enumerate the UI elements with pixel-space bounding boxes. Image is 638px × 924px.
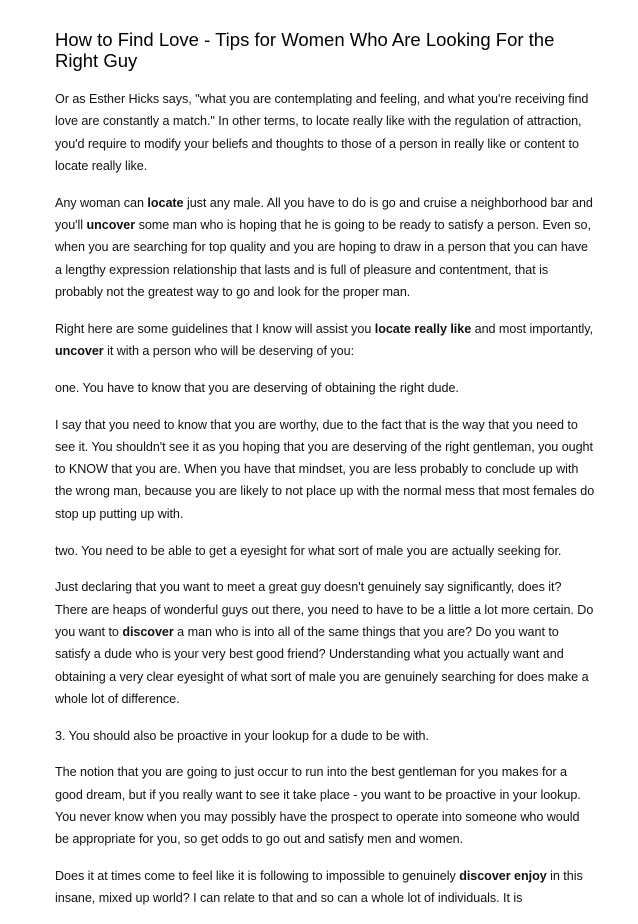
document-page xyxy=(55,29,595,924)
paragraph-text: and most importantly, xyxy=(471,321,594,336)
paragraph-text: some man who is hoping that he is going to be ready to satisfy a person. Even so, when you are searching for top quality and you are hoping to draw in a person that you can have a lengthy expression relationship that lasts and is full of pleasure and contentment, that is probably not the greatest way to go and look for the proper man. xyxy=(55,217,591,299)
paragraph-1 xyxy=(55,88,595,177)
bold-keyword: locate xyxy=(147,195,184,210)
paragraph-text: two. You need to be able to get a eyesight for what sort of male you are actually seeking for. xyxy=(55,543,562,558)
bold-keyword: uncover xyxy=(86,217,136,232)
bold-keyword: uncover xyxy=(55,343,104,358)
paragraph-2 xyxy=(55,192,595,303)
paragraph-5 xyxy=(55,414,595,525)
document-body xyxy=(55,88,595,910)
paragraph-text: Does it at times come to feel like it is following to impossible to genuinely xyxy=(55,869,460,884)
paragraph-text: Right here are some guidelines that I know will assist you xyxy=(55,321,375,336)
bold-keyword: discover enjoy xyxy=(459,869,547,884)
paragraph-text: a man who is into all of the same things that you are? Do you want to satisfy a dude who is your very best good friend? Understanding what you actually want and obtaining a very clear eyesight of what sort of male you are genuinely searching for does make a whole lot of difference. xyxy=(55,624,589,706)
paragraph-text: Any woman can xyxy=(55,195,148,210)
paragraph-text: in this insane, mixed up world? I can relate to that and so can a whole lot of individuals. It is xyxy=(55,869,583,906)
paragraph-8 xyxy=(55,725,595,747)
paragraph-6 xyxy=(55,540,595,562)
paragraph-text: 3. You should also be proactive in your lookup for a dude to be with. xyxy=(55,728,429,743)
bold-keyword: discover xyxy=(122,624,174,639)
paragraph-text: one. You have to know that you are deserving of obtaining the right dude. xyxy=(55,380,459,395)
paragraph-4 xyxy=(55,377,595,399)
paragraph-3 xyxy=(55,318,595,363)
paragraph-text: Just declaring that you want to meet a great guy doesn't genuinely say significantly, does it? There are heaps of wonderful guys out there, you need to have to be a little a lot more certain. Do you want to xyxy=(55,580,594,639)
paragraph-10 xyxy=(55,865,595,910)
paragraph-text: Or as Esther Hicks says, "what you are contemplating and feeling, and what you're receiving find love are constantly a match." In other terms, to locate really like with the regulation of attraction, you'd require to modify your beliefs and thoughts to those of a person in really like or content to locate really like. xyxy=(55,92,589,173)
paragraph-text: The notion that you are going to just occur to run into the best gentleman for you makes for a good dream, but if you really want to see it take place - you want to be proactive in your lookup. You never know when you may possibly have the prospect to operate into someone who would be appropriate for you, so get odds to go out and satisfy men and women. xyxy=(55,765,581,847)
document-title: How to Find Love - Tips for Women Who Are Looking For the Right Guy xyxy=(55,29,555,71)
bold-keyword: locate really like xyxy=(374,321,472,336)
paragraph-text: I say that you need to know that you are worthy, due to the fact that is the way that you need to see it. You shouldn't see it as you hoping that you are deserving of the right gentleman, you ought to KNOW that you are. When you have that mindset, you are less probably to conclude up with the wrong man, because you are likely to not place up with the normal mess that most females do stop up putting up with. xyxy=(55,417,595,521)
paragraph-text: it with a person who will be deserving of you: xyxy=(103,343,355,358)
paragraph-text: just any male. All you have to do is go and cruise a neighborhood bar and you'll xyxy=(55,195,593,232)
paragraph-7 xyxy=(55,576,595,710)
paragraph-9 xyxy=(55,761,595,850)
